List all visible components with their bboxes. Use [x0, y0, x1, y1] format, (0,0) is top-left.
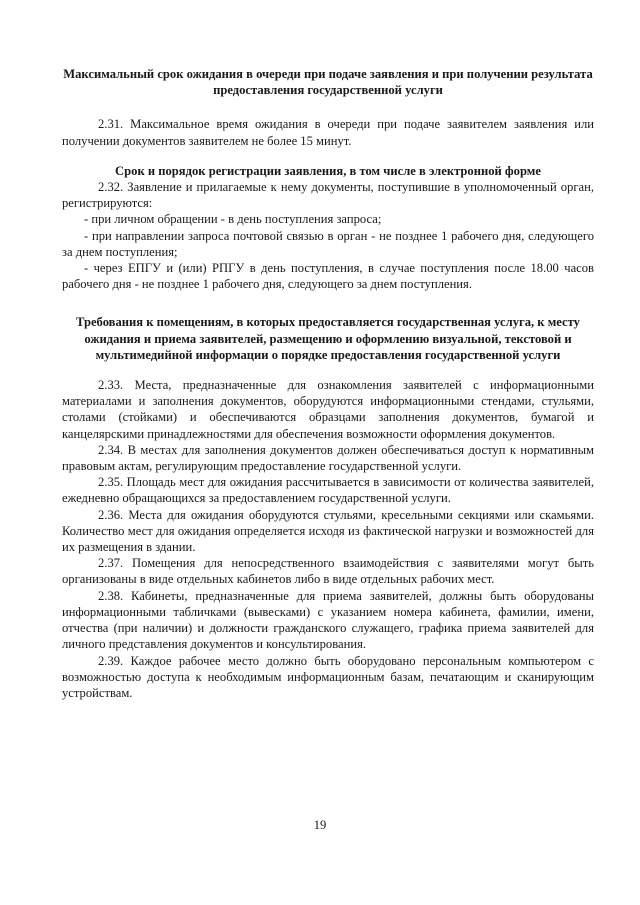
page-number: 19 — [313, 818, 327, 832]
list-item-epgu: - через ЕПГУ и (или) РПГУ в день поступления, в случае поступления после 18.00 часов рабочего дня - не позднее 1 рабочего дня, следующего за днем поступления. — [62, 261, 594, 292]
list-item-personal: - при личном обращении - в день поступления запроса; — [84, 212, 382, 227]
paragraph-2-37: 2.37. Помещения для непосредственного взаимодействия с заявителями могут быть организованы в виде отдельных кабинетов либо в виде отдельных рабочих мест. — [62, 556, 594, 587]
paragraph-2-34: 2.34. В местах для заполнения документов должен обеспечиваться доступ к нормативным правовым актам, регулирующим предоставление государственной услуги. — [62, 442, 594, 474]
heading-registration: Срок и порядок регистрации заявления, в том числе в электронной форме — [115, 163, 541, 178]
paragraph-2-31: 2.31. Максимальное время ожидания в очереди при подаче заявителем заявления или получении документов заявителем не более 15 минут. — [62, 117, 594, 148]
document-page — [62, 66, 594, 701]
paragraph-2-36: 2.36. Места для ожидания оборудуются стульями, кресельными секциями или скамьями. Количество мест для ожидания определяется исходя из фактической нагрузки и возможностей для их размещения в здании. — [62, 507, 594, 555]
paragraph-2-39: 2.39. Каждое рабочее место должно быть оборудовано персональным компьютером с возможностью доступа к необходимым информационным базам, печатающим и сканирующим устройствам. — [62, 653, 594, 700]
paragraph-2-35: 2.35. Площадь мест для ожидания рассчитывается в зависимости от количества заявителей, ежедневно обращающихся за предоставлением государственной услуги. — [62, 475, 594, 506]
paragraph-2-32: 2.32. Заявление и прилагаемые к нему документы, поступившие в уполномоченный орган, регистрируются: — [62, 180, 594, 211]
heading-premises-requirements: Требования к помещениям, в которых предоставляется государственная услуга, к месту ожидания и приема заявителей, размещению и оформлению визуальной, текстовой и мультимедийной информации о порядке предоставления государственной услуги — [76, 315, 580, 362]
list-item-postal: - при направлении запроса почтовой связью в орган - не позднее 1 рабочего дня, следующего за днем поступления; — [62, 228, 594, 259]
paragraph-2-38: 2.38. Кабинеты, предназначенные для приема заявителей, должны быть оборудованы информационными табличками (вывесками) с указанием номера кабинета, фамилии, имени, отчества (при наличии) и должности гражданского служащего, графика приема заявителей для личного представления документов и консультирования. — [62, 588, 594, 652]
paragraph-2-33: 2.33. Места, предназначенные для ознакомления заявителей с информационными материалами и заполнения документов, оборудуются информационными стендами, стульями, столами (стойками) и обеспечиваются образцами заполнения документов, бумагой и канцелярскими принадлежностями для обеспечения возможности оформления документов. — [62, 378, 594, 441]
heading-max-wait-time: Максимальный срок ожидания в очереди при подаче заявления и при получении результата предоставления государственной услуги — [63, 67, 593, 98]
